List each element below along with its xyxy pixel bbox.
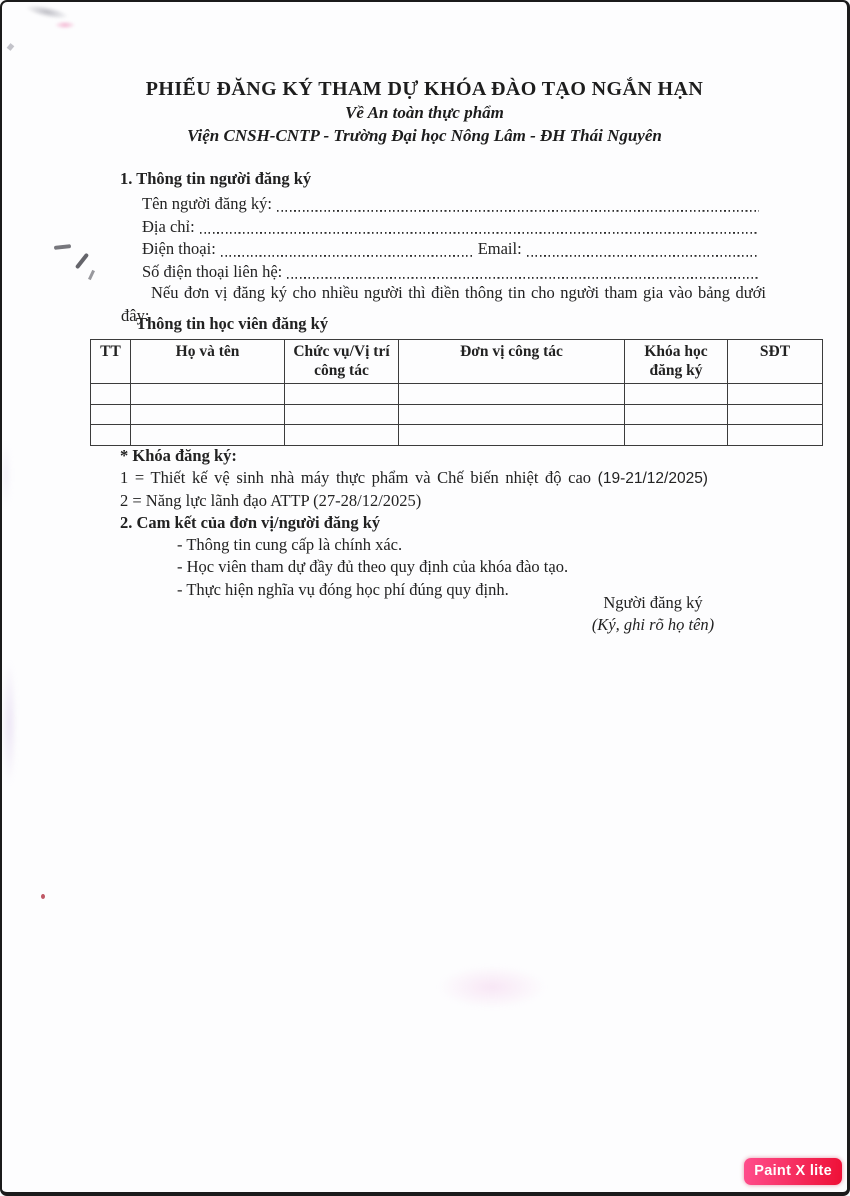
- table-header-fullname: Họ và tên: [131, 340, 285, 384]
- table-cell-empty[interactable]: [625, 404, 728, 425]
- phone-blank-field[interactable]: [221, 238, 472, 261]
- course-option-1-text: 1 = Thiết kế vệ sinh nhà máy thực phẩm và Chế biến nhiệt độ cao: [120, 468, 598, 488]
- table-cell-empty[interactable]: [91, 404, 131, 425]
- field-line-name: [142, 193, 759, 216]
- course-option-2: 2 = Năng lực lãnh đạo ATTP (27-28/12/2025): [120, 490, 422, 510]
- table-cell-empty[interactable]: [131, 384, 285, 405]
- table-header-position: Chức vụ/Vị trí công tác: [285, 340, 399, 384]
- scan-smudge: [7, 43, 15, 51]
- scan-smudge: [41, 894, 45, 899]
- name-label: Tên người đăng ký:: [142, 194, 272, 213]
- field-line-address: [142, 216, 759, 239]
- table-cell-empty[interactable]: [399, 425, 625, 446]
- table-header-phone: SĐT: [728, 340, 823, 384]
- scan-smudge: [50, 19, 80, 31]
- institution-line: Viện CNSH-CNTP - Trường Đại học Nông Lâm - ĐH Thái Nguyên: [187, 126, 662, 145]
- students-table-caption: Thông tin học viên đăng ký: [136, 314, 329, 333]
- scan-smudge: [0, 638, 20, 808]
- table-cell-empty[interactable]: [728, 404, 823, 425]
- students-table: [90, 339, 823, 446]
- registrant-section-heading: 1. Thông tin người đăng ký: [120, 169, 312, 188]
- scan-smudge: [15, 0, 79, 26]
- registrant-fields: [142, 193, 759, 283]
- table-header-workplace: Đơn vị công tác: [399, 340, 625, 384]
- table-header-row: [91, 340, 823, 384]
- phone-label: Điện thoại:: [142, 239, 216, 259]
- table-cell-empty[interactable]: [131, 425, 285, 446]
- group-registration-note: Nếu đơn vị đăng ký cho nhiều người thì điền thông tin cho người tham gia vào bảng dưới đây:: [121, 283, 766, 325]
- signature-block: [542, 592, 764, 636]
- address-label: Địa chỉ:: [142, 216, 195, 236]
- table-cell-empty[interactable]: [399, 404, 625, 425]
- course-key-heading: * Khóa đăng ký:: [120, 446, 237, 465]
- table-cell-empty[interactable]: [625, 384, 728, 405]
- table-header-tt: TT: [91, 340, 131, 384]
- table-cell-empty[interactable]: [285, 404, 399, 425]
- page-title: PHIẾU ĐĂNG KÝ THAM DỰ KHÓA ĐÀO TẠO NGẮN HẠN: [145, 78, 704, 100]
- commitment-item: - Học viên tham dự đầy đủ theo quy định của khóa đào tạo.: [177, 557, 569, 577]
- signature-note: (Ký, ghi rõ họ tên): [591, 615, 715, 634]
- scan-smudge: [417, 957, 567, 1017]
- table-row: [91, 384, 823, 405]
- scan-smudge: [54, 244, 71, 250]
- paint-x-lite-watermark: Paint X lite: [744, 1158, 842, 1185]
- commitment-section-heading: 2. Cam kết của đơn vị/người đăng ký: [120, 512, 381, 532]
- commitment-item: - Thực hiện nghĩa vụ đóng học phí đúng quy định.: [177, 579, 509, 599]
- table-cell-empty[interactable]: [625, 425, 728, 446]
- field-line-contact-phone: [142, 261, 759, 284]
- table-cell-empty[interactable]: [131, 404, 285, 425]
- table-row: [91, 404, 823, 425]
- table-cell-empty[interactable]: [91, 384, 131, 405]
- table-cell-empty[interactable]: [91, 425, 131, 446]
- scan-smudge: [75, 253, 89, 270]
- scan-smudge: [88, 270, 95, 280]
- table-cell-empty[interactable]: [285, 384, 399, 405]
- contact-phone-blank-field[interactable]: [287, 261, 759, 284]
- email-label: Email:: [477, 239, 522, 259]
- contact-phone-label: Số điện thoại liên hệ:: [142, 261, 283, 281]
- address-blank-field[interactable]: [200, 216, 759, 239]
- table-cell-empty[interactable]: [285, 425, 399, 446]
- name-blank-field[interactable]: [277, 193, 759, 216]
- commitment-item: - Thông tin cung cấp là chính xác.: [177, 535, 403, 555]
- scan-smudge: [0, 430, 13, 520]
- signature-title: Người đăng ký: [603, 593, 703, 612]
- table-cell-empty[interactable]: [728, 425, 823, 446]
- table-cell-empty[interactable]: [399, 384, 625, 405]
- course-option-1: [120, 467, 780, 489]
- document-subtitle: Về An toàn thực phẩm: [345, 103, 504, 122]
- course-option-1-date: (19-21/12/2025): [597, 470, 708, 488]
- email-blank-field[interactable]: [527, 238, 759, 261]
- document-header: [2, 78, 847, 146]
- field-line-phone-email: [142, 238, 759, 261]
- table-row: [91, 425, 823, 446]
- course-key-and-commitments: [120, 445, 780, 601]
- table-cell-empty[interactable]: [728, 384, 823, 405]
- table-header-course: Khóa học đăng ký: [625, 340, 728, 384]
